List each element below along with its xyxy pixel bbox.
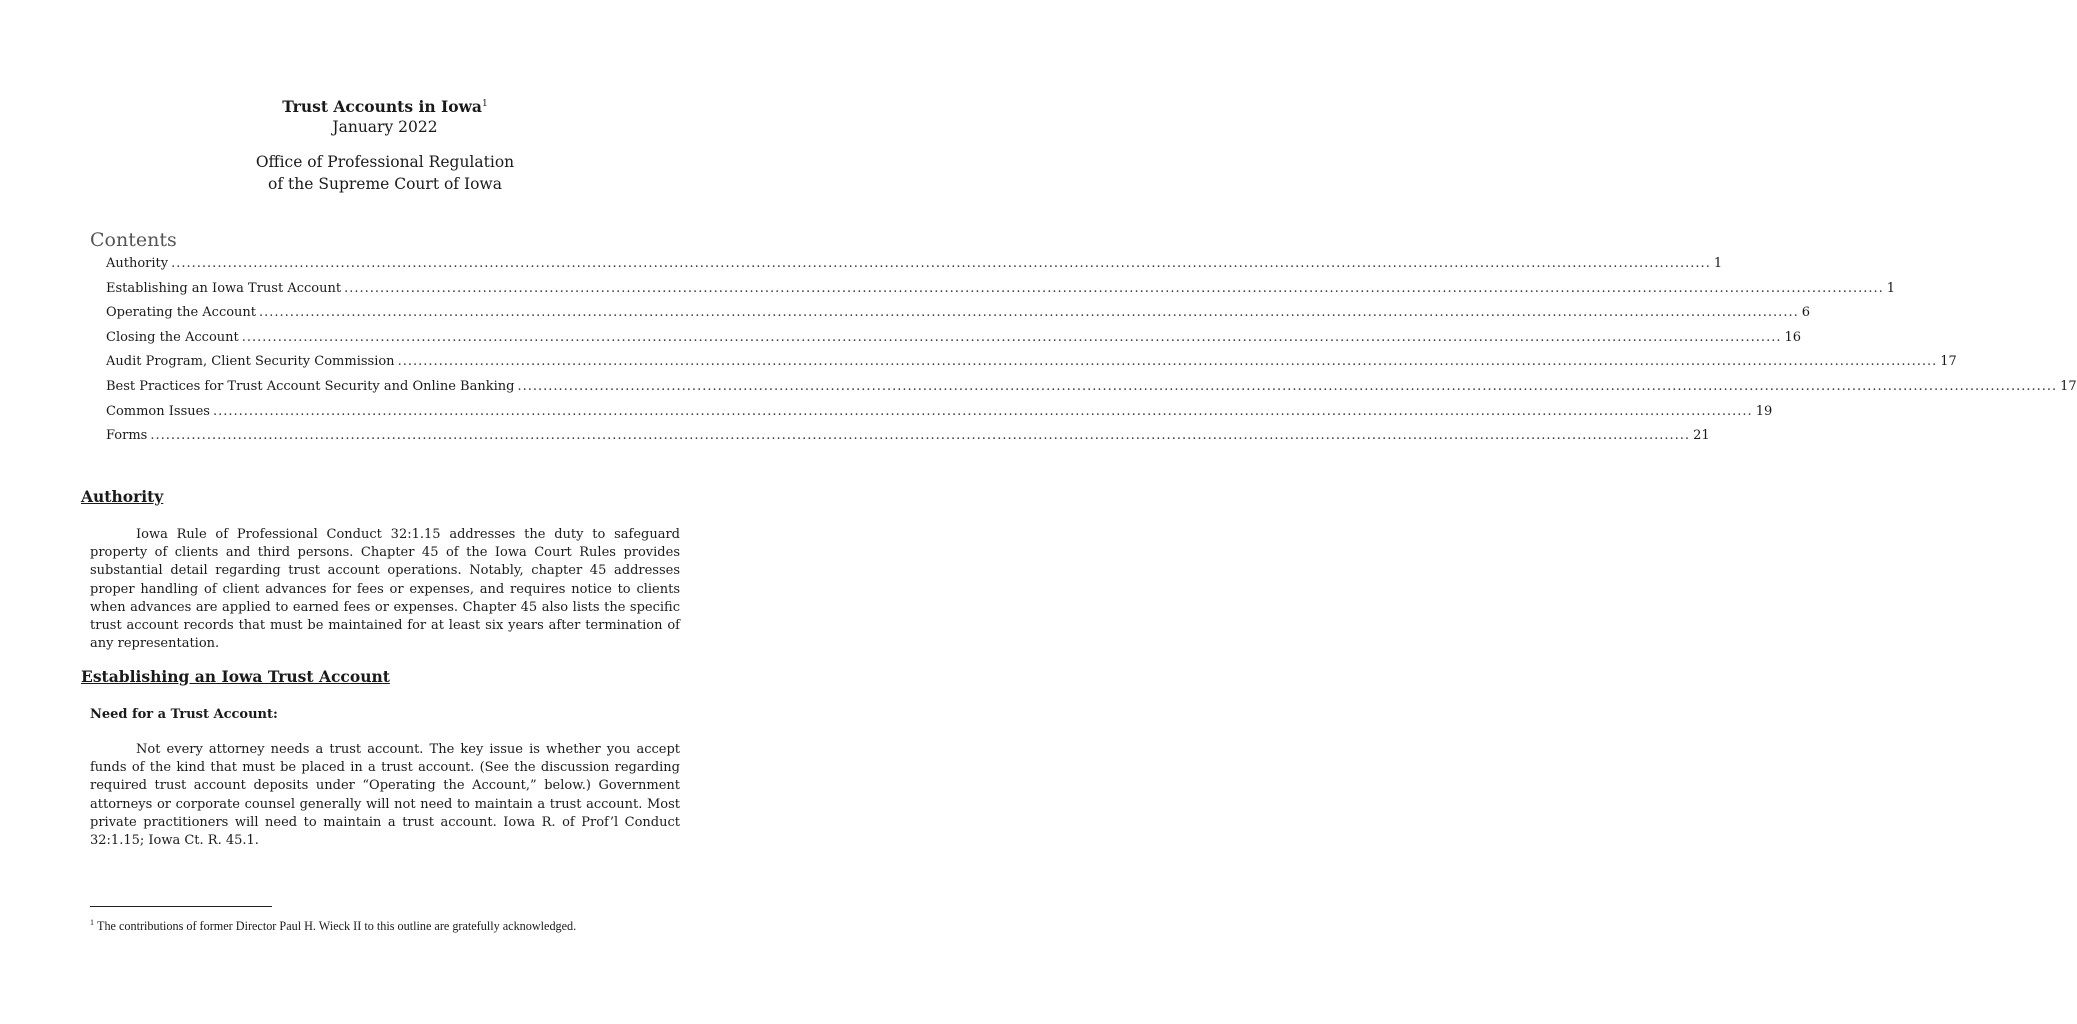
toc-entry-page[interactable]: 17 [1940,354,1957,370]
establishing-paragraph: Not every attorney needs a trust account. The key issue is whether you accept funds of the kind that must be placed in a trust account. (See the discussion regarding required trust account deposits under “Operating the Account,” below.) Government attorneys or corporate counsel generally will not need to maintain a trust account. Most private practitioners will need to maintain a trust account. Iowa R. of Prof’l Conduct 32:1.15; Iowa Ct. R. 45.1. [90,742,680,849]
footnote-marker: 1 [90,918,94,927]
toc-entry-title[interactable]: Operating the Account [106,305,257,321]
toc-leader-dots: ............................................................................................................................................................................................................................................................................................................ [397,354,1938,370]
toc-entry-title[interactable]: Establishing an Iowa Trust Account [106,280,342,296]
toc-entry-title[interactable]: Common Issues [106,403,210,419]
office-line-2: of the Supreme Court of Iowa [268,175,502,193]
toc-entry[interactable] [106,400,1773,425]
title-footnote-marker[interactable]: 1 [481,99,488,109]
toc-leader-dots: ............................................................................................................................................................................................................................................................................................................ [517,378,2058,394]
toc-leader-dots: ............................................................................................................................................................................................................................................................................................................ [150,428,1691,444]
contents-heading: Contents [90,229,177,251]
toc-leader-dots: ............................................................................................................................................................................................................................................................................................................ [212,403,1753,419]
toc-leader-dots: ............................................................................................................................................................................................................................................................................................................ [259,305,1799,321]
toc-leader-dots: ............................................................................................................................................................................................................................................................................................................ [344,280,1884,296]
footnote-divider [90,906,272,907]
toc-entry[interactable] [106,424,1710,449]
toc-entry[interactable] [106,375,2077,400]
toc-entry-page[interactable]: 1 [1886,280,1896,296]
toc-entry[interactable] [106,350,1957,375]
toc-entry-page[interactable]: 19 [1755,403,1773,419]
toc-entry[interactable] [106,326,1802,351]
toc-leader-dots: ............................................................................................................................................................................................................................................................................................................ [171,256,1711,271]
document-date: January 2022 [332,118,438,136]
table-of-contents [106,252,2077,449]
toc-entry-title[interactable]: Audit Program, Client Security Commission [106,354,395,370]
toc-entry-page[interactable]: 16 [1784,329,1802,345]
toc-entry-title[interactable]: Closing the Account [106,329,239,345]
toc-entry[interactable] [106,301,1810,326]
office-line-1: Office of Professional Regulation [255,153,515,171]
footnote [90,914,710,935]
toc-entry[interactable] [106,277,1896,302]
toc-entry-title[interactable]: Forms [106,428,148,444]
toc-entry-page[interactable]: 17 [2060,378,2077,394]
section-heading-establishing: Establishing an Iowa Trust Account [81,667,390,686]
toc-entry-page[interactable]: 1 [1713,256,1723,271]
subheading-need-for-trust-account: Need for a Trust Account: [90,707,278,722]
toc-leader-dots: ............................................................................................................................................................................................................................................................................................................ [241,329,1782,345]
document-title [0,93,770,118]
toc-entry-title[interactable]: Best Practices for Trust Account Security and Online Banking [106,378,515,394]
section-heading-authority: Authority [81,487,164,506]
document-title-text: Trust Accounts in Iowa [282,97,482,116]
toc-entry-page[interactable]: 21 [1693,428,1710,444]
footnote-text: The contributions of former Director Paul H. Wieck II to this outline are gratefully acknowledged. [97,919,577,933]
toc-entry-title[interactable]: Authority [106,256,169,271]
toc-entry[interactable] [106,252,1723,277]
toc-entry-page[interactable]: 6 [1801,305,1810,321]
authority-paragraph: Iowa Rule of Professional Conduct 32:1.15 addresses the duty to safeguard property of clients and third persons. Chapter 45 of the Iowa Court Rules provides substantial detail regarding trust account operations. Notably, chapter 45 addresses proper handling of client advances for fees or expenses, and requires notice to clients when advances are applied to earned fees or expenses. Chapter 45 also lists the specific trust account records that must be maintained for at least six years after termination of any representation. [90,527,680,652]
